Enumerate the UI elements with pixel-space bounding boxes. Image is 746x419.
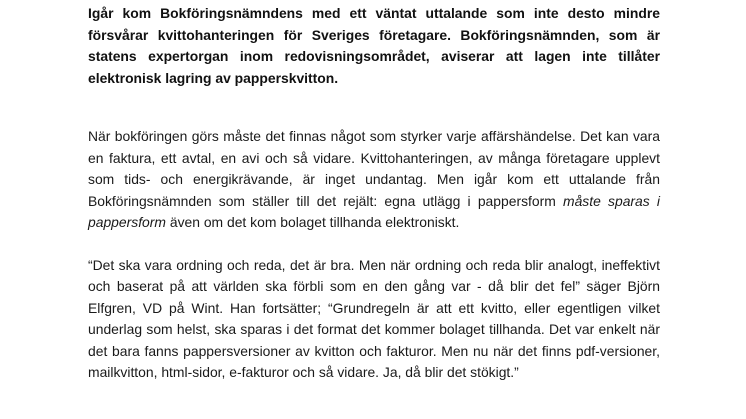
body-paragraph-1 xyxy=(88,126,660,234)
para1-text-start: När bokföringen görs måste det finnas något som styrker varje affärshändelse. Det kan vara en faktura, ett avtal, en avi och så vidare. Kvittohanteringen, av många företagare upplevt som tids- och energikrävande, är inget undantag. Men igår kom ett uttalande från Bokföringsnämnden som ställer till det rejält: egna utlägg i pappersform xyxy=(88,128,660,209)
para1-text-end: även om det kom bolaget tillhanda elektroniskt. xyxy=(165,214,460,230)
document-page xyxy=(88,3,660,384)
para1-italic-phrase: måste sparas i pappersform xyxy=(88,192,660,230)
lead-paragraph: Igår kom Bokföringsnämndens med ett väntat uttalande som inte desto mindre försvårar kvittohanteringen för Sveriges företagare. Bokföringsnämnden, som är statens expertorgan inom redovisningsområdet, aviserar att lagen inte tillåter elektronisk lagring av papperskvitton. xyxy=(88,5,660,86)
body-paragraph-2: “Det ska vara ordning och reda, det är bra. Men när ordning och reda blir analogt, ineffektivt och baserat på att världen ska förbli som en den gång var - då blir det fel” säger Björn Elfgren, VD på Wint. Han fortsätter; “Grundregeln är att ett kvitto, eller egentligen vilket underlag som helst, ska sparas i det format det kommer bolaget tillhanda. Det var enkelt när det bara fanns pappersversioner av kvitton och fakturor. Men nu när det finns pdf-versioner, mailkvitton, html-sidor, e-fakturor och så vidare. Ja, då blir det stökigt.” xyxy=(88,256,660,380)
